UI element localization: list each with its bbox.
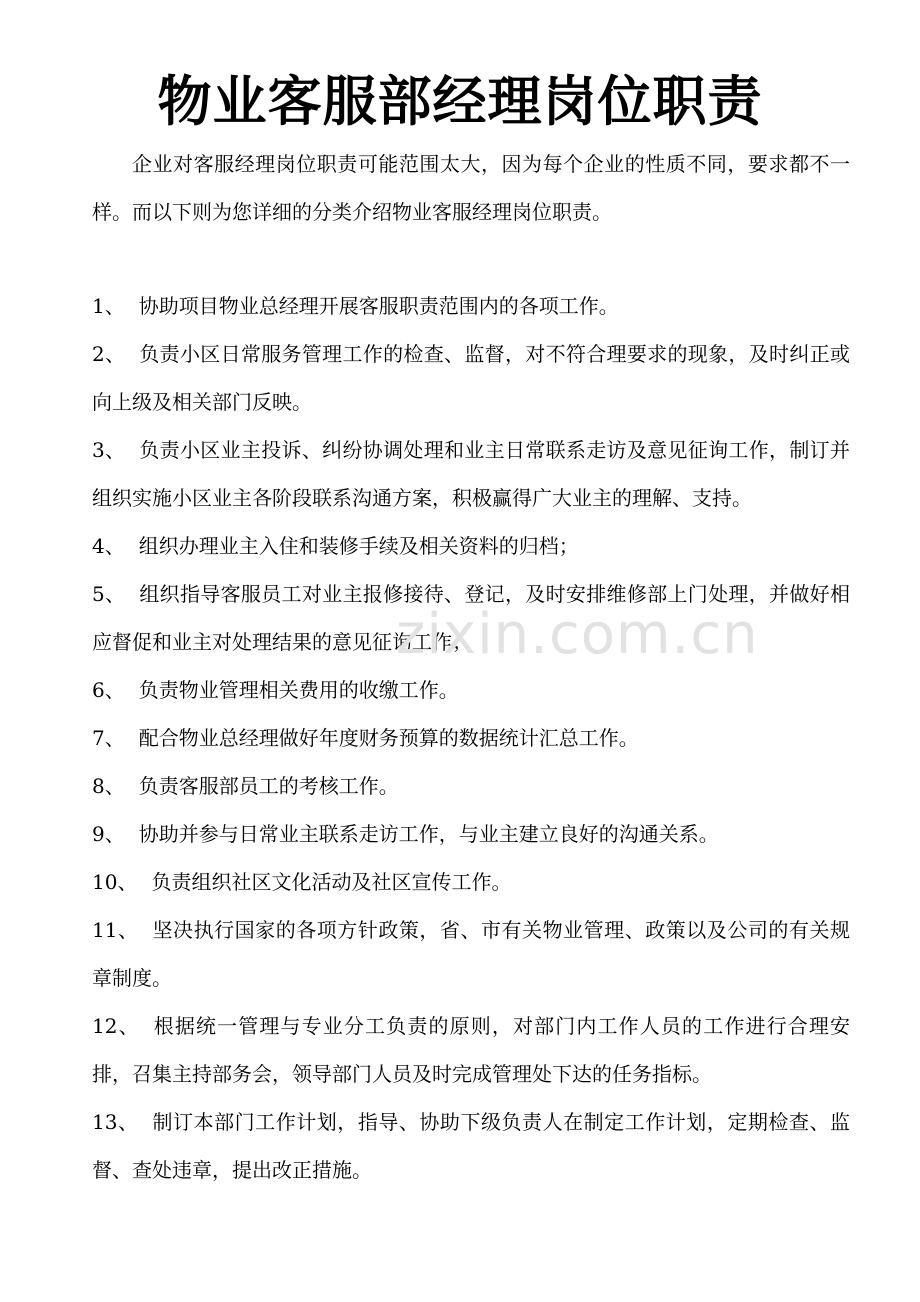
duty-item	[92, 570, 850, 666]
document-title: 物业客服部经理岗位职责	[157, 70, 763, 133]
duty-item-number: 4、	[92, 534, 125, 558]
duty-item-text: 负责组织社区文化活动及社区宣传工作。	[151, 870, 512, 894]
duty-item-text: 协助项目物业总经理开展客服职责范围内的各项工作。	[138, 294, 619, 318]
duty-item	[92, 522, 850, 570]
duty-item-text: 负责物业管理相关费用的收缴工作。	[138, 678, 459, 702]
intro-paragraph: 企业对客服经理岗位职责可能范围太大，因为每个企业的性质不同，要求都不一样。而以下则为您详细的分类介绍物业客服经理岗位职责。	[92, 152, 850, 224]
duty-item-number: 12、	[92, 1014, 140, 1038]
duty-item-text: 制订本部门工作计划，指导、协助下级负责人在制定工作计划，定期检查、监督、查处违章，提出改正措施。	[92, 1110, 851, 1182]
duty-item-text: 协助并参与日常业主联系走访工作，与业主建立良好的沟通关系。	[138, 822, 719, 846]
duty-item-text: 组织办理业主入住和装修手续及相关资料的归档；	[138, 534, 579, 558]
duty-item-number: 10、	[92, 870, 138, 894]
duty-item	[92, 426, 850, 522]
duty-item	[92, 330, 850, 426]
duty-item	[92, 810, 850, 858]
duty-list	[92, 282, 850, 1194]
duty-item-number: 8、	[92, 774, 125, 798]
duty-item-number: 1、	[92, 294, 125, 318]
watermark: zixin.com.cn	[396, 602, 759, 667]
duty-item-text: 根据统一管理与专业分工负责的原则，对部门内工作人员的工作进行合理安排，召集主持部务会，领导部门人员及时完成管理处下达的任务指标。	[92, 1014, 850, 1086]
duty-item-number: 6、	[92, 678, 125, 702]
duty-item	[92, 282, 850, 330]
duty-item-number: 5、	[92, 582, 126, 606]
duty-item-number: 3、	[92, 438, 126, 462]
duty-item-text: 负责客服部员工的考核工作。	[138, 774, 399, 798]
duty-item-number: 7、	[92, 726, 125, 750]
duty-item-text: 组织指导客服员工对业主报修接待、登记，及时安排维修部上门处理，并做好相应督促和业主对处理结果的意见征询工作；	[92, 582, 850, 654]
duty-item-text: 配合物业总经理做好年度财务预算的数据统计汇总工作。	[138, 726, 639, 750]
duty-item-number: 9、	[92, 822, 125, 846]
duty-item	[92, 666, 850, 714]
duty-item-number: 2、	[92, 342, 126, 366]
duty-item	[92, 714, 850, 762]
duty-item-text: 坚决执行国家的各项方针政策，省、市有关物业管理、政策以及公司的有关规章制度。	[92, 918, 851, 990]
duty-item	[92, 1002, 850, 1098]
duty-item-text: 负责小区日常服务管理工作的检查、监督，对不符合理要求的现象，及时纠正或向上级及相关部门反映。	[92, 342, 850, 414]
duty-item	[92, 858, 850, 906]
duty-item-number: 11、	[92, 918, 139, 942]
duty-item-text: 负责小区业主投诉、纠纷协调处理和业主日常联系走访及意见征询工作，制订并组织实施小区业主各阶段联系沟通方案，积极赢得广大业主的理解、支持。	[92, 438, 850, 510]
duty-item-number: 13、	[92, 1110, 139, 1134]
duty-item	[92, 762, 850, 810]
duty-item	[92, 1098, 850, 1194]
duty-item	[92, 906, 850, 1002]
